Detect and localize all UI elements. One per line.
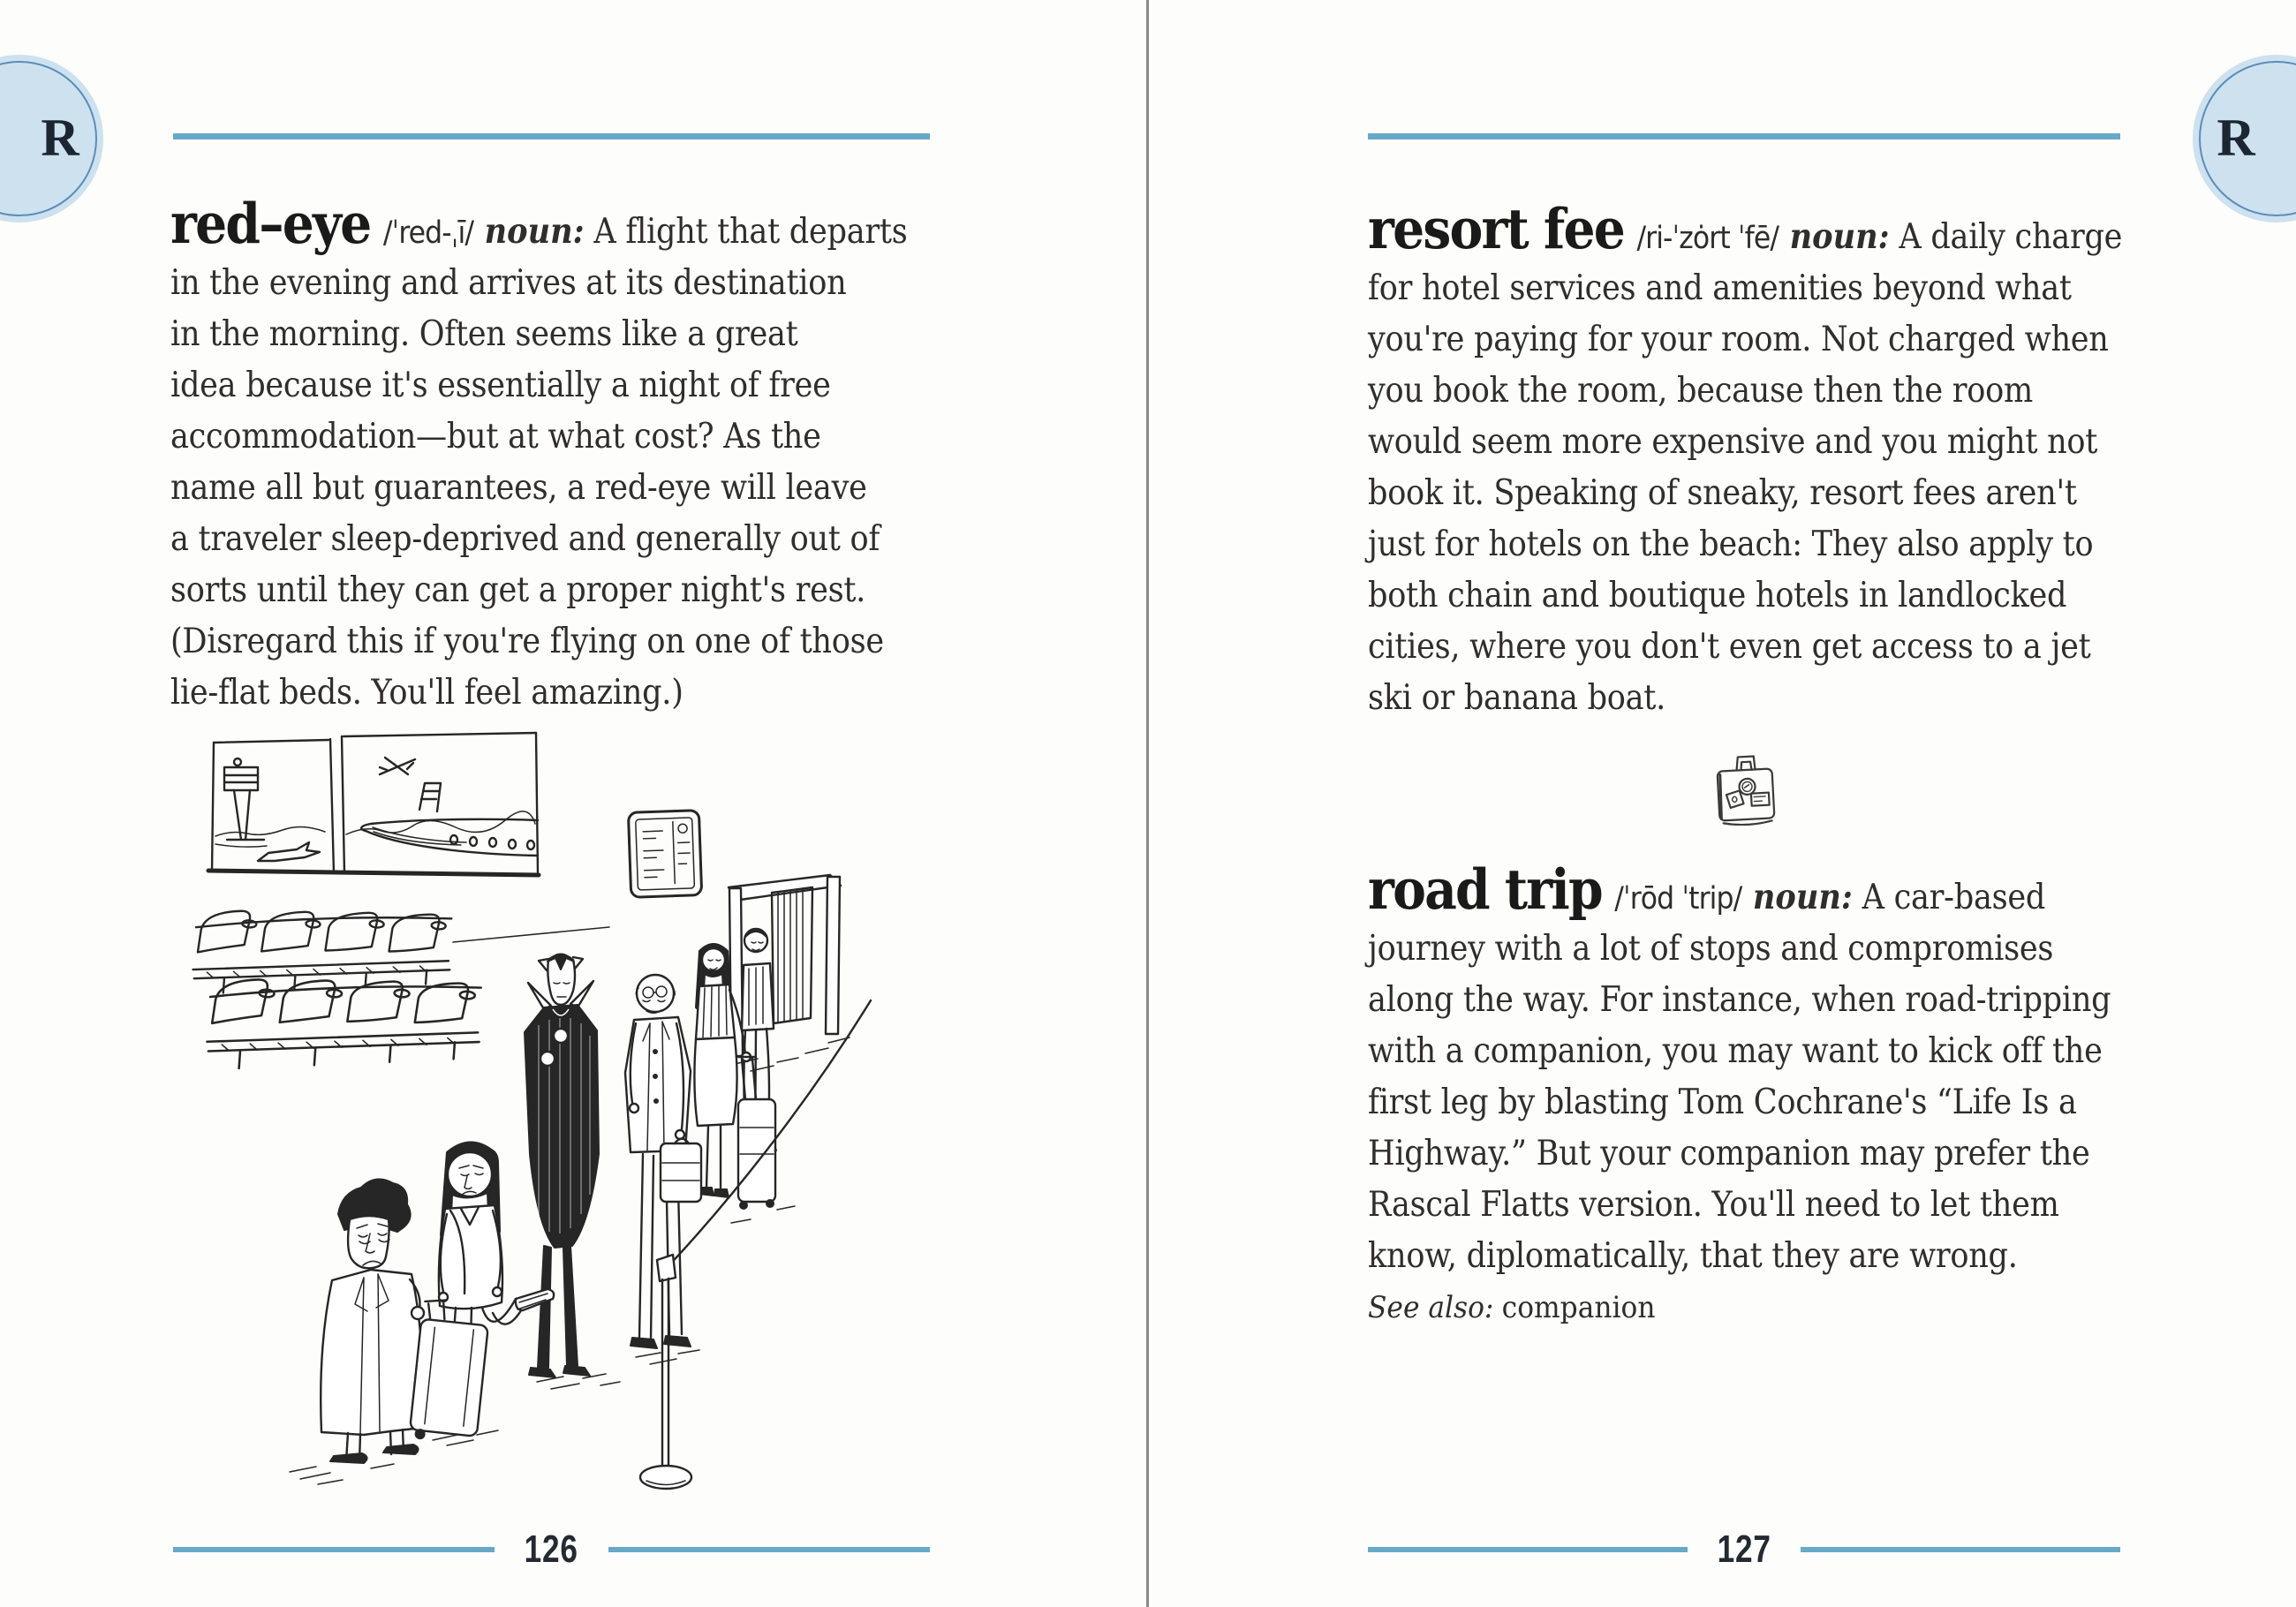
page-gutter-divider (1146, 0, 1149, 1607)
briefcase (661, 1139, 701, 1203)
pronunciation: /ri-ˈzȯrt ˈfē/ (1636, 221, 1779, 256)
definition-line: a traveler sleep-deprived and generally out of (170, 519, 880, 559)
definition-line: (Disregard this if you're flying on one of those (170, 622, 884, 661)
footer-right (1368, 1524, 2120, 1575)
footer-rule (1801, 1547, 2120, 1552)
gate-seats (192, 898, 483, 1085)
see-also-line (1368, 1282, 2083, 1333)
see-also-term: companion (1501, 1290, 1656, 1325)
traveler-curly-man (321, 1180, 424, 1463)
definition-line: A car-based (1862, 878, 2046, 917)
departure-board (628, 811, 701, 898)
definition-line: with a companion, you may want to kick off the (1368, 1031, 2103, 1071)
footer-left (173, 1524, 930, 1575)
entry-headline (1368, 194, 2123, 263)
pronunciation: /ˈrōd ˈtrip/ (1614, 881, 1742, 917)
see-also-label: See also: (1368, 1290, 1494, 1325)
definition-line: along the way. For instance, when road-tripping (1368, 980, 2111, 1020)
part-of-speech: noun: (1789, 216, 1890, 257)
definition-line: accommodation—but at what cost? As the (170, 417, 821, 456)
definition-line: A daily charge (1899, 217, 2123, 257)
definition-line: cities, where you don't even get access to a jet (1368, 627, 2091, 667)
entry-headline (1368, 855, 2067, 924)
definition-line: Highway.” But your companion may prefer the (1368, 1134, 2090, 1173)
definition-line: journey with a lot of stops and compromises (1368, 929, 2054, 969)
headword: resort fee (1368, 196, 1625, 261)
top-rule-right (1368, 133, 2120, 140)
definition-line: name all but guarantees, a red-eye will leave (170, 468, 867, 508)
definition-line: A flight that departs (593, 212, 908, 252)
definition-line: know, diplomatically, that they are wrong. (1368, 1236, 2018, 1276)
traveler-vampire (525, 954, 599, 1378)
headword: road trip (1368, 856, 1602, 922)
suitcase (409, 1298, 490, 1445)
entry-road-trip (1368, 855, 2145, 1333)
thumb-tab-letter-left: R (41, 109, 79, 167)
definition-line: Rascal Flatts version. You'll need to let them (1368, 1185, 2059, 1225)
footer-rule (1368, 1547, 1688, 1552)
entry-headline (170, 189, 908, 258)
definition-line: idea because it's essentially a night of free (170, 366, 831, 405)
suitcase-with-stickers-icon (1711, 751, 1780, 826)
definition-line: you're paying for your room. Not charged when (1368, 320, 2109, 359)
definition-line: you book the room, because then the room (1368, 371, 2033, 411)
part-of-speech: noun: (484, 211, 585, 252)
definition-lines (1368, 263, 2127, 724)
definition-line: would seem more expensive and you might not (1368, 422, 2098, 462)
definition-line: both chain and boutique hotels in landlocked (1368, 576, 2067, 615)
headword: red–eye (170, 191, 371, 256)
top-rule-left (173, 133, 930, 140)
definition-lines (170, 258, 939, 719)
definition-line: in the morning. Often seems like a great (170, 314, 798, 354)
thumb-tab-letter-right: R (2217, 109, 2255, 167)
definition-line: sorts until they can get a proper night's rest. (170, 570, 866, 610)
page-number: 127 (1717, 1528, 1771, 1571)
footer-rule (608, 1547, 930, 1552)
definition-line: just for hotels on the beach: They also apply to (1368, 524, 2094, 564)
part-of-speech: noun: (1752, 877, 1853, 917)
pronunciation: /ˈred-ˌī/ (382, 215, 474, 251)
definition-line: lie-flat beds. You'll feel amazing.) (170, 673, 684, 713)
definition-line: book it. Speaking of sneaky, resort fees aren't (1368, 473, 2077, 513)
page-number: 126 (524, 1528, 579, 1571)
entry-resort-fee (1368, 194, 2127, 724)
entry-red-eye (170, 189, 939, 719)
definition-lines (1368, 924, 2145, 1282)
airport-redeye-illustration (159, 728, 918, 1501)
definition-line: in the evening and arrives at its destination (170, 263, 847, 303)
definition-line: for hotel services and amenities beyond what (1368, 268, 2072, 308)
definition-line: first leg by blasting Tom Cochrane's “Life Is a (1368, 1083, 2077, 1122)
footer-rule (173, 1547, 495, 1552)
definition-line: ski or banana boat. (1368, 678, 1666, 718)
